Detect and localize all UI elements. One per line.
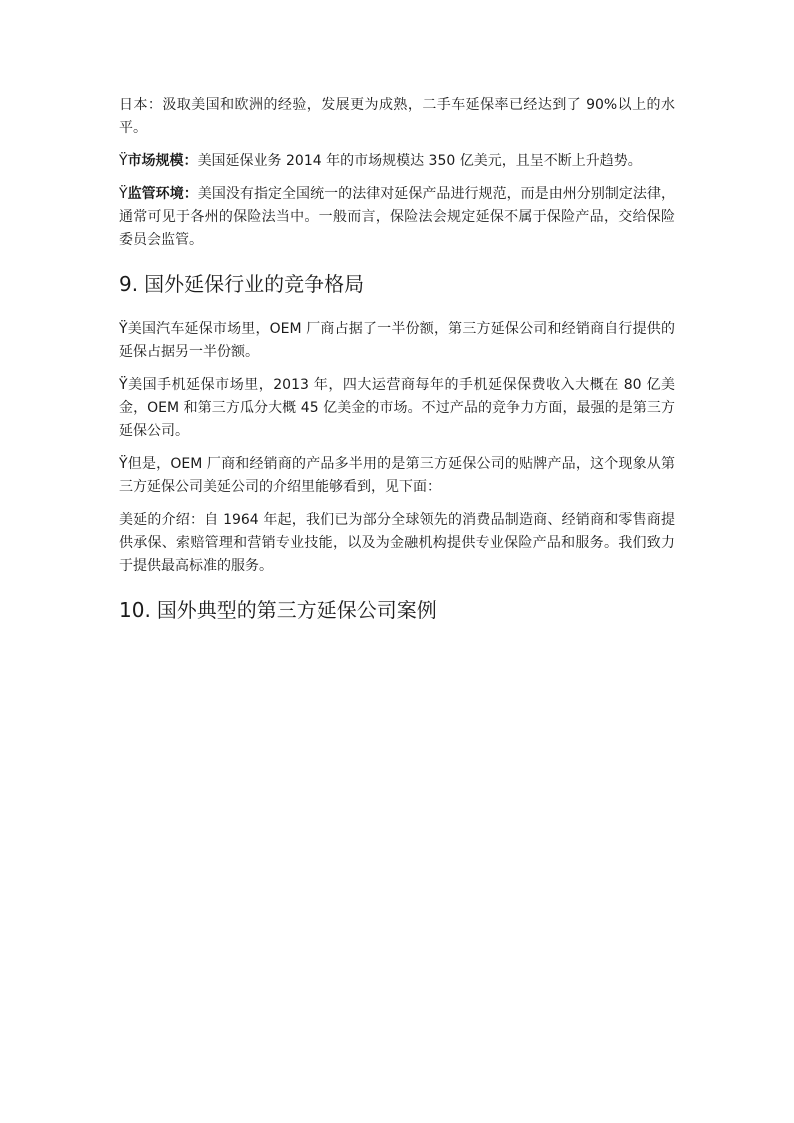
document-page: [119, 94, 675, 644]
bullet-glyph: Ÿ: [119, 186, 128, 202]
bullet-glyph: Ÿ: [119, 321, 128, 337]
paragraph-phone-warranty: [119, 374, 675, 443]
regulation-text: 美国没有指定全国统一的法律对延保产品进行规范，而是由州分别制定法律，通常可见于各州的保险法当中。一般而言，保险法会规定延保不属于保险产品，交给保险委员会监管。: [119, 186, 676, 248]
bullet-glyph: Ÿ: [119, 377, 128, 393]
bullet-glyph: Ÿ: [119, 153, 128, 169]
bullet-glyph: Ÿ: [119, 456, 128, 472]
regulation-label: 监管环境：: [127, 186, 198, 202]
section-9-title: 国外延保行业的竞争格局: [144, 272, 365, 296]
section-10-number: 10.: [119, 598, 151, 622]
phone-warranty-text: 美国手机延保市场里，2013 年，四大运营商每年的手机延保保费收入大概在 80 亿美金，OEM 和第三方瓜分大概 45 亿美金的市场。不过产品的竞争力方面，最强的是第三方延保公司。: [119, 377, 675, 439]
market-size-text: 美国延保业务 2014 年的市场规模达 350 亿美元，且呈不断上升趋势。: [197, 153, 642, 169]
section-10-heading: [119, 596, 675, 624]
section-10-title: 国外典型的第三方延保公司案例: [156, 598, 437, 622]
paragraph-japan: 日本：汲取美国和欧洲的经验，发展更为成熟，二手车延保率已经达到了 90%以上的水平。: [119, 97, 675, 136]
section-9-heading: [119, 270, 675, 298]
paragraph-market-size: [119, 150, 675, 173]
paragraph-oem-white-label: [119, 453, 675, 499]
oem-white-label-text: 但是，OEM 厂商和经销商的产品多半用的是第三方延保公司的贴牌产品，这个现象从第三方延保公司美延公司的介绍里能够看到，见下面：: [119, 456, 675, 495]
auto-warranty-text: 美国汽车延保市场里，OEM 厂商占据了一半份额，第三方延保公司和经销商自行提供的延保占据另一半份额。: [119, 321, 675, 360]
paragraph-regulation: [119, 183, 675, 252]
market-size-label: 市场规模：: [127, 153, 198, 169]
section-9-number: 9.: [119, 272, 139, 296]
paragraph-meiyan-intro: 美延的介绍：自 1964 年起，我们已为部分全球领先的消费品制造商、经销商和零售商提供承保、索赔管理和营销专业技能，以及为金融机构提供专业保险产品和服务。我们致力于提供最高标准的服务。: [119, 512, 675, 574]
paragraph-auto-warranty: [119, 318, 675, 364]
